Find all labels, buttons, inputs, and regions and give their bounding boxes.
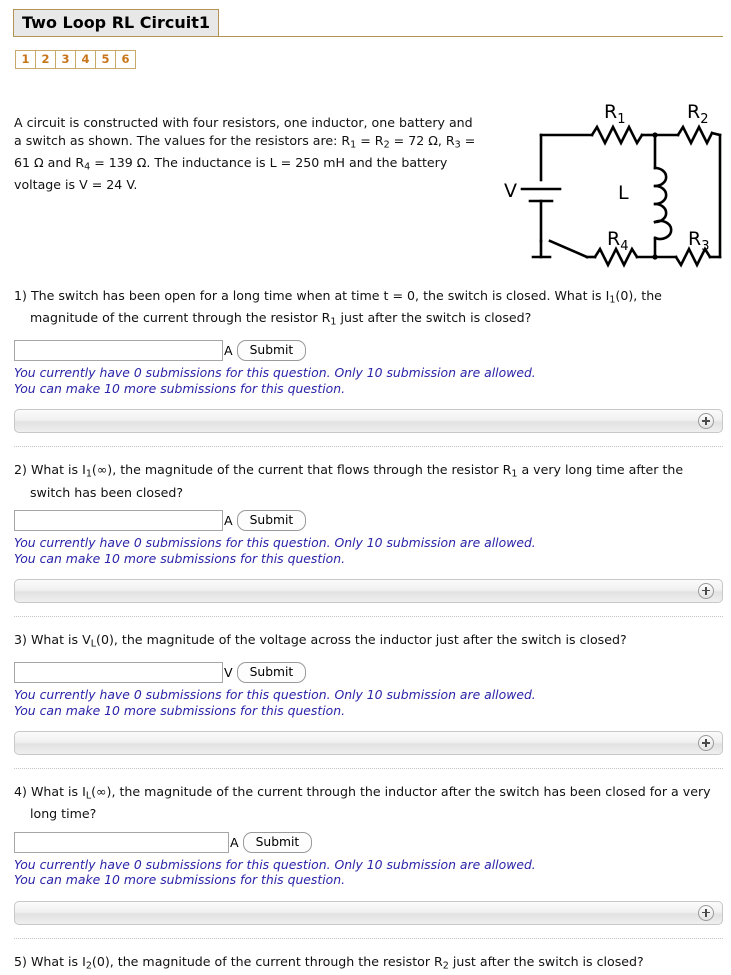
question-divider-2: [14, 616, 723, 617]
tab-5[interactable]: 5: [95, 50, 116, 69]
question-2: [0, 461, 731, 603]
tab-6[interactable]: 6: [115, 50, 136, 69]
question-4-text: 4) What is $I_L(\infty)$, the magnitude of the current through the inductor after the switch has been closed for a very long time?: [14, 784, 711, 822]
label-r4: $R_4$: [607, 228, 629, 254]
tab-1[interactable]: 1: [15, 50, 36, 69]
question-4: [0, 783, 731, 925]
unit-label-3: V: [224, 665, 233, 681]
submit-button-4[interactable]: Submit: [243, 832, 313, 853]
answer-input-2[interactable]: [14, 510, 223, 531]
page-title: Two Loop RL Circuit1: [13, 9, 219, 37]
problem-description: A circuit is constructed with four resistors, one inductor, one battery and a switch as shown. The values for the resistors are: $R_1 = R_2 = 72$ Ω, $R_3 = 61$ Ω and $R_4 = 139$ Ω. The inductance is L = 250 mH and the battery voltage is V = 24 V.: [14, 115, 476, 192]
submission-status-3: [14, 687, 723, 718]
question-3-text: 3) What is $V_L(0)$, the magnitude of the voltage across the inductor just after the switch is closed?: [14, 632, 627, 650]
submission-status-2: [14, 535, 723, 566]
submit-button-3[interactable]: Submit: [237, 662, 307, 683]
submission-status-4: [14, 857, 723, 888]
hint-expander-3[interactable]: [14, 731, 723, 755]
plus-icon[interactable]: [698, 413, 714, 429]
question-divider-4: [14, 938, 723, 939]
question-2-answer-row: [14, 510, 723, 531]
question-2-text: 2) What is $I_1(\infty)$, the magnitude of the current that flows through the resistor $R_1$ a very long time after the switch has been closed?: [14, 462, 684, 500]
question-5: [0, 953, 731, 975]
question-2-number: 2): [14, 462, 27, 478]
question-4-number: 4): [14, 784, 27, 800]
unit-label-2: A: [224, 513, 233, 529]
question-5-text: 5) What is $I_2(0)$, the magnitude of the current through the resistor $R_2$ just after the switch is closed?: [14, 953, 644, 972]
question-5-number: 5): [14, 953, 27, 969]
status-line-4a: You currently have 0 submissions for this question. Only 10 submission are allowed.: [14, 856, 536, 872]
problem-statement-section: [0, 102, 731, 287]
question-1-text: 1) The switch has been open for a long time when at time t = 0, the switch is closed. What is $I_1(0)$, the magnitude of the current through the resistor $R_1$ just after the switch is closed?: [14, 288, 662, 328]
unit-label-4: A: [230, 834, 239, 850]
header: [0, 9, 731, 39]
question-1: [0, 287, 731, 433]
plus-icon[interactable]: [698, 583, 714, 599]
question-3-answer-row: [14, 662, 723, 683]
label-battery: V: [504, 180, 517, 202]
hint-expander-1[interactable]: [14, 409, 723, 433]
label-r3: $R_3$: [688, 228, 710, 254]
tab-4[interactable]: 4: [75, 50, 96, 69]
plus-icon[interactable]: [698, 905, 714, 921]
submit-button-1[interactable]: Submit: [237, 340, 307, 361]
label-r1: $R_1$: [604, 102, 626, 127]
circuit-diagram: [492, 102, 731, 277]
tab-3[interactable]: 3: [55, 50, 76, 69]
status-line-3b: You can make 10 more submissions for this question.: [14, 702, 346, 718]
status-line-4b: You can make 10 more submissions for this question.: [14, 872, 346, 888]
answer-input-3[interactable]: [14, 662, 223, 683]
tab-2[interactable]: 2: [35, 50, 56, 69]
tab-bar: [15, 50, 135, 69]
question-4-answer-row: [14, 832, 723, 853]
status-line-1a: You currently have 0 submissions for this question. Only 10 submission are allowed.: [14, 365, 536, 381]
status-line-3a: You currently have 0 submissions for this question. Only 10 submission are allowed.: [14, 687, 536, 703]
assignment-page: [0, 9, 731, 975]
label-inductor: L: [618, 182, 629, 204]
submission-status-1: [14, 365, 723, 396]
submit-button-2[interactable]: Submit: [237, 510, 307, 531]
status-line-2a: You currently have 0 submissions for this question. Only 10 submission are allowed.: [14, 535, 536, 551]
unit-label-1: A: [224, 343, 233, 359]
question-1-answer-row: [14, 340, 723, 361]
question-3: [0, 631, 731, 755]
node-bottom: [652, 254, 657, 259]
question-divider-1: [14, 446, 723, 447]
question-1-number: 1): [14, 288, 27, 303]
hint-expander-4[interactable]: [14, 901, 723, 925]
plus-icon[interactable]: [698, 735, 714, 751]
hint-expander-2[interactable]: [14, 579, 723, 603]
label-r2: $R_2$: [687, 102, 709, 127]
question-divider-3: [14, 768, 723, 769]
question-3-number: 3): [14, 632, 27, 648]
answer-input-1[interactable]: [14, 340, 223, 361]
node-top: [652, 132, 657, 137]
status-line-1b: You can make 10 more submissions for this question.: [14, 380, 346, 396]
status-line-2b: You can make 10 more submissions for this question.: [14, 550, 346, 566]
answer-input-4[interactable]: [14, 832, 229, 853]
